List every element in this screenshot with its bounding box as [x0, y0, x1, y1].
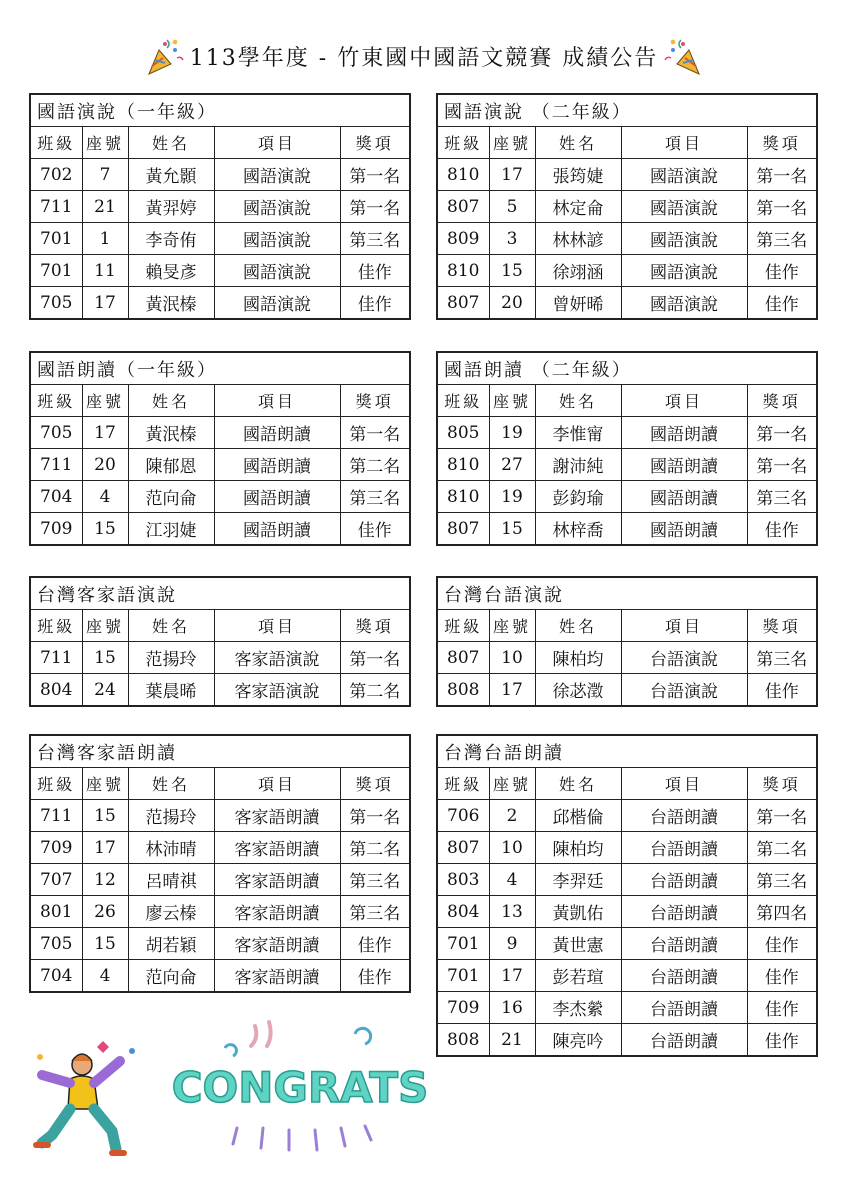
table-cell: 7 [82, 159, 128, 191]
table-cell: 黃凱佑 [535, 896, 621, 928]
table-cell: 國語朗讀 [621, 513, 747, 546]
table-cell: 711 [30, 449, 82, 481]
column-header: 班級 [30, 385, 82, 417]
table-row [437, 800, 817, 832]
table-cell: 第一名 [747, 191, 817, 223]
table-row [30, 928, 410, 960]
table-cell: 佳作 [747, 960, 817, 992]
table-cell: 803 [437, 864, 489, 896]
column-header: 班級 [30, 127, 82, 159]
table-cell: 客家語朗讀 [214, 800, 340, 832]
table-cell: 第三名 [340, 481, 410, 513]
table-cell: 彭若瑄 [535, 960, 621, 992]
table-row [30, 674, 410, 707]
table-cell: 808 [437, 674, 489, 707]
table-cell: 808 [437, 1024, 489, 1057]
table-cell: 807 [437, 513, 489, 546]
column-header: 獎項 [747, 610, 817, 642]
results-table [29, 351, 411, 546]
table-cell: 客家語演說 [214, 642, 340, 674]
table-cell: 國語朗讀 [621, 449, 747, 481]
table-cell: 27 [489, 449, 535, 481]
column-header: 班級 [437, 768, 489, 800]
table-caption: 台灣台語演說 [437, 577, 817, 610]
table-cell: 國語朗讀 [214, 417, 340, 449]
column-header: 座號 [489, 385, 535, 417]
table-cell: 801 [30, 896, 82, 928]
column-header: 班級 [437, 385, 489, 417]
results-table [436, 351, 818, 546]
column-header: 姓名 [128, 385, 214, 417]
table-row [437, 223, 817, 255]
table-cell: 704 [30, 481, 82, 513]
table-cell: 805 [437, 417, 489, 449]
table-row [437, 642, 817, 674]
table-cell: 佳作 [747, 992, 817, 1024]
table-cell: 705 [30, 417, 82, 449]
table-cell: 706 [437, 800, 489, 832]
table-cell: 711 [30, 191, 82, 223]
table-row [437, 864, 817, 896]
table-header-row [437, 768, 817, 800]
column-header: 班級 [30, 768, 82, 800]
table-cell: 客家語朗讀 [214, 928, 340, 960]
table-cell: 第三名 [340, 896, 410, 928]
table-cell: 4 [82, 960, 128, 993]
table-cell: 李杰縈 [535, 992, 621, 1024]
table-cell: 國語演說 [621, 191, 747, 223]
column-header: 姓名 [535, 127, 621, 159]
table-cell: 第三名 [747, 223, 817, 255]
table-cell: 15 [82, 513, 128, 546]
table-header-row [437, 610, 817, 642]
table-cell: 范揚玲 [128, 642, 214, 674]
table-cell: 客家語朗讀 [214, 896, 340, 928]
table-row [437, 417, 817, 449]
table-cell: 佳作 [340, 928, 410, 960]
table-cell: 15 [82, 800, 128, 832]
table-cell: 彭鈞瑜 [535, 481, 621, 513]
table-row [30, 287, 410, 320]
table-cell: 3 [489, 223, 535, 255]
table-row [30, 481, 410, 513]
table-cell: 國語演說 [621, 255, 747, 287]
table-header-row [30, 768, 410, 800]
table-cell: 台語朗讀 [621, 960, 747, 992]
table-cell: 24 [82, 674, 128, 707]
table-cell: 台語朗讀 [621, 928, 747, 960]
table-cell: 16 [489, 992, 535, 1024]
table-cell: 5 [489, 191, 535, 223]
page-title: 113學年度 - 竹東國中國語文競賽 成績公告 [189, 45, 659, 71]
table-row [30, 960, 410, 993]
table-cell: 台語朗讀 [621, 832, 747, 864]
table-cell: 黃泯榛 [128, 417, 214, 449]
table-cell: 15 [489, 513, 535, 546]
table-row [437, 928, 817, 960]
table-cell: 佳作 [747, 1024, 817, 1057]
column-header: 姓名 [128, 768, 214, 800]
table-cell: 國語朗讀 [621, 417, 747, 449]
table-cell: 廖云榛 [128, 896, 214, 928]
table-cell: 佳作 [747, 513, 817, 546]
table-row [30, 191, 410, 223]
table-cell: 第一名 [340, 417, 410, 449]
table-cell: 709 [437, 992, 489, 1024]
table-cell: 佳作 [747, 287, 817, 320]
table-cell: 第三名 [340, 223, 410, 255]
table-cell: 林林諺 [535, 223, 621, 255]
table-cell: 第四名 [747, 896, 817, 928]
table-cell: 15 [489, 255, 535, 287]
table-cell: 徐苾澂 [535, 674, 621, 707]
table-cell: 807 [437, 287, 489, 320]
table-row [437, 896, 817, 928]
results-table [436, 93, 818, 320]
table-row [437, 1024, 817, 1057]
table-cell: 台語朗讀 [621, 1024, 747, 1057]
table-row [437, 287, 817, 320]
table-cell: 第一名 [340, 191, 410, 223]
table-cell: 2 [489, 800, 535, 832]
table-cell: 804 [437, 896, 489, 928]
table-cell: 4 [489, 864, 535, 896]
table-cell: 台語演說 [621, 642, 747, 674]
table-cell: 810 [437, 481, 489, 513]
column-header: 獎項 [340, 768, 410, 800]
table-header-row [30, 385, 410, 417]
column-header: 項目 [621, 385, 747, 417]
table-cell: 17 [82, 417, 128, 449]
column-header: 獎項 [340, 385, 410, 417]
table-cell: 第二名 [340, 449, 410, 481]
table-cell: 第一名 [340, 642, 410, 674]
table-cell: 徐翊涵 [535, 255, 621, 287]
table-row [30, 864, 410, 896]
table-cell: 葉晨晞 [128, 674, 214, 707]
table-cell: 701 [437, 928, 489, 960]
table-caption: 國語演說 （二年級） [437, 94, 817, 127]
column-header: 項目 [214, 127, 340, 159]
table-caption: 國語朗讀（一年級） [30, 352, 410, 385]
table-cell: 804 [30, 674, 82, 707]
table-cell: 佳作 [747, 674, 817, 707]
table-cell: 台語朗讀 [621, 992, 747, 1024]
table-header-row [30, 610, 410, 642]
table-cell: 705 [30, 287, 82, 320]
table-cell: 17 [489, 674, 535, 707]
table-cell: 國語演說 [214, 191, 340, 223]
table-cell: 台語朗讀 [621, 864, 747, 896]
table-cell: 701 [437, 960, 489, 992]
table-cell: 10 [489, 832, 535, 864]
table-cell: 810 [437, 449, 489, 481]
column-header: 項目 [214, 610, 340, 642]
table-cell: 19 [489, 417, 535, 449]
table-row [30, 800, 410, 832]
table-cell: 台語演說 [621, 674, 747, 707]
table-cell: 第二名 [340, 832, 410, 864]
table-cell: 21 [82, 191, 128, 223]
table-cell: 林梓喬 [535, 513, 621, 546]
table-cell: 國語演說 [214, 287, 340, 320]
table-cell: 第一名 [747, 417, 817, 449]
table-row [30, 159, 410, 191]
table-cell: 702 [30, 159, 82, 191]
table-cell: 26 [82, 896, 128, 928]
table-row [30, 896, 410, 928]
results-table [436, 576, 818, 707]
table-cell: 17 [489, 960, 535, 992]
table-row [437, 191, 817, 223]
table-cell: 15 [82, 642, 128, 674]
table-cell: 704 [30, 960, 82, 993]
table-cell: 黃允顥 [128, 159, 214, 191]
table-caption: 台灣客家語演說 [30, 577, 410, 610]
table-row [437, 992, 817, 1024]
table-cell: 黃世憲 [535, 928, 621, 960]
table-cell: 謝沛純 [535, 449, 621, 481]
table-cell: 第一名 [747, 449, 817, 481]
table-cell: 陳柏均 [535, 832, 621, 864]
table-cell: 黃泯榛 [128, 287, 214, 320]
table-cell: 國語朗讀 [214, 481, 340, 513]
table-cell: 809 [437, 223, 489, 255]
page-header [0, 36, 848, 76]
table-cell: 陳亮吟 [535, 1024, 621, 1057]
table-cell: 1 [82, 223, 128, 255]
table-cell: 701 [30, 255, 82, 287]
table-cell: 李羿廷 [535, 864, 621, 896]
table-cell: 第一名 [340, 159, 410, 191]
table-cell: 第二名 [340, 674, 410, 707]
column-header: 座號 [82, 768, 128, 800]
table-cell: 佳作 [340, 255, 410, 287]
column-header: 座號 [489, 768, 535, 800]
table-cell: 佳作 [747, 255, 817, 287]
table-cell: 第一名 [747, 800, 817, 832]
table-cell: 林定侖 [535, 191, 621, 223]
column-header: 獎項 [747, 127, 817, 159]
table-cell: 范向侖 [128, 481, 214, 513]
table-cell: 15 [82, 928, 128, 960]
table-header-row [437, 127, 817, 159]
table-cell: 20 [82, 449, 128, 481]
table-cell: 第一名 [340, 800, 410, 832]
table-cell: 江羽婕 [128, 513, 214, 546]
table-cell: 4 [82, 481, 128, 513]
table-cell: 707 [30, 864, 82, 896]
table-row [437, 255, 817, 287]
table-cell: 賴旻彥 [128, 255, 214, 287]
table-cell: 國語演說 [214, 255, 340, 287]
table-cell: 13 [489, 896, 535, 928]
table-header-row [437, 385, 817, 417]
congrats-graphic [171, 1020, 429, 1160]
table-cell: 國語演說 [621, 159, 747, 191]
table-cell: 客家語演說 [214, 674, 340, 707]
table-cell: 李奇侑 [128, 223, 214, 255]
table-row [30, 417, 410, 449]
table-cell: 21 [489, 1024, 535, 1057]
table-cell: 705 [30, 928, 82, 960]
table-cell: 佳作 [340, 513, 410, 546]
table-caption: 台灣台語朗讀 [437, 735, 817, 768]
column-header: 姓名 [535, 610, 621, 642]
column-header: 獎項 [340, 610, 410, 642]
column-header: 獎項 [747, 768, 817, 800]
column-header: 姓名 [535, 768, 621, 800]
table-cell: 客家語朗讀 [214, 832, 340, 864]
column-header: 項目 [621, 127, 747, 159]
table-caption: 國語朗讀 （二年級） [437, 352, 817, 385]
table-cell: 第三名 [747, 481, 817, 513]
results-table [29, 734, 411, 993]
table-cell: 國語朗讀 [214, 513, 340, 546]
table-row [30, 832, 410, 864]
table-cell: 17 [489, 159, 535, 191]
table-cell: 張筠婕 [535, 159, 621, 191]
column-header: 座號 [82, 610, 128, 642]
table-cell: 810 [437, 255, 489, 287]
column-header: 姓名 [128, 127, 214, 159]
column-header: 項目 [621, 610, 747, 642]
table-cell: 711 [30, 800, 82, 832]
column-header: 姓名 [535, 385, 621, 417]
table-caption: 國語演說（一年級） [30, 94, 410, 127]
table-cell: 第三名 [340, 864, 410, 896]
table-cell: 709 [30, 513, 82, 546]
table-caption: 台灣客家語朗讀 [30, 735, 410, 768]
table-cell: 709 [30, 832, 82, 864]
column-header: 獎項 [340, 127, 410, 159]
table-row [437, 449, 817, 481]
column-header: 項目 [621, 768, 747, 800]
table-cell: 國語演說 [621, 287, 747, 320]
column-header: 座號 [82, 127, 128, 159]
column-header: 座號 [489, 127, 535, 159]
table-cell: 國語演說 [621, 223, 747, 255]
results-table [29, 576, 411, 707]
table-cell: 陳柏均 [535, 642, 621, 674]
table-row [30, 449, 410, 481]
results-table [436, 734, 818, 1057]
table-cell: 17 [82, 287, 128, 320]
party-popper-left-icon [143, 36, 185, 76]
table-cell: 701 [30, 223, 82, 255]
table-cell: 807 [437, 642, 489, 674]
table-cell: 國語朗讀 [214, 449, 340, 481]
table-cell: 呂晴祺 [128, 864, 214, 896]
results-table [29, 93, 411, 320]
table-row [30, 255, 410, 287]
table-row [437, 832, 817, 864]
column-header: 姓名 [128, 610, 214, 642]
table-cell: 807 [437, 832, 489, 864]
column-header: 座號 [489, 610, 535, 642]
column-header: 班級 [30, 610, 82, 642]
table-header-row [30, 127, 410, 159]
table-cell: 第一名 [747, 159, 817, 191]
table-cell: 范向侖 [128, 960, 214, 993]
table-cell: 台語朗讀 [621, 800, 747, 832]
table-cell: 810 [437, 159, 489, 191]
table-row [437, 960, 817, 992]
table-cell: 黃羿婷 [128, 191, 214, 223]
table-cell: 第三名 [747, 864, 817, 896]
column-header: 項目 [214, 385, 340, 417]
congrats-text: CONGRATS [171, 1063, 429, 1112]
table-cell: 客家語朗讀 [214, 864, 340, 896]
table-cell: 11 [82, 255, 128, 287]
table-row [437, 674, 817, 707]
table-cell: 林沛晴 [128, 832, 214, 864]
table-cell: 邱楷倫 [535, 800, 621, 832]
table-cell: 國語演說 [214, 159, 340, 191]
table-cell: 12 [82, 864, 128, 896]
table-row [30, 642, 410, 674]
table-cell: 807 [437, 191, 489, 223]
table-cell: 李惟甯 [535, 417, 621, 449]
table-cell: 佳作 [747, 928, 817, 960]
table-cell: 17 [82, 832, 128, 864]
table-cell: 台語朗讀 [621, 896, 747, 928]
column-header: 班級 [437, 610, 489, 642]
table-cell: 國語朗讀 [621, 481, 747, 513]
table-row [30, 223, 410, 255]
table-cell: 20 [489, 287, 535, 320]
table-cell: 陳郁恩 [128, 449, 214, 481]
party-popper-right-icon [663, 36, 705, 76]
column-header: 座號 [82, 385, 128, 417]
table-cell: 第三名 [747, 642, 817, 674]
table-row [437, 513, 817, 546]
table-cell: 711 [30, 642, 82, 674]
table-cell: 佳作 [340, 287, 410, 320]
column-header: 班級 [437, 127, 489, 159]
table-cell: 9 [489, 928, 535, 960]
table-row [30, 513, 410, 546]
table-cell: 國語演說 [214, 223, 340, 255]
column-header: 獎項 [747, 385, 817, 417]
table-cell: 客家語朗讀 [214, 960, 340, 993]
table-cell: 佳作 [340, 960, 410, 993]
dancing-person-illustration [22, 1035, 152, 1165]
column-header: 項目 [214, 768, 340, 800]
table-cell: 胡若穎 [128, 928, 214, 960]
table-cell: 19 [489, 481, 535, 513]
table-cell: 第二名 [747, 832, 817, 864]
table-cell: 范揚玲 [128, 800, 214, 832]
table-row [437, 159, 817, 191]
table-row [437, 481, 817, 513]
table-cell: 10 [489, 642, 535, 674]
table-cell: 曾妍晞 [535, 287, 621, 320]
